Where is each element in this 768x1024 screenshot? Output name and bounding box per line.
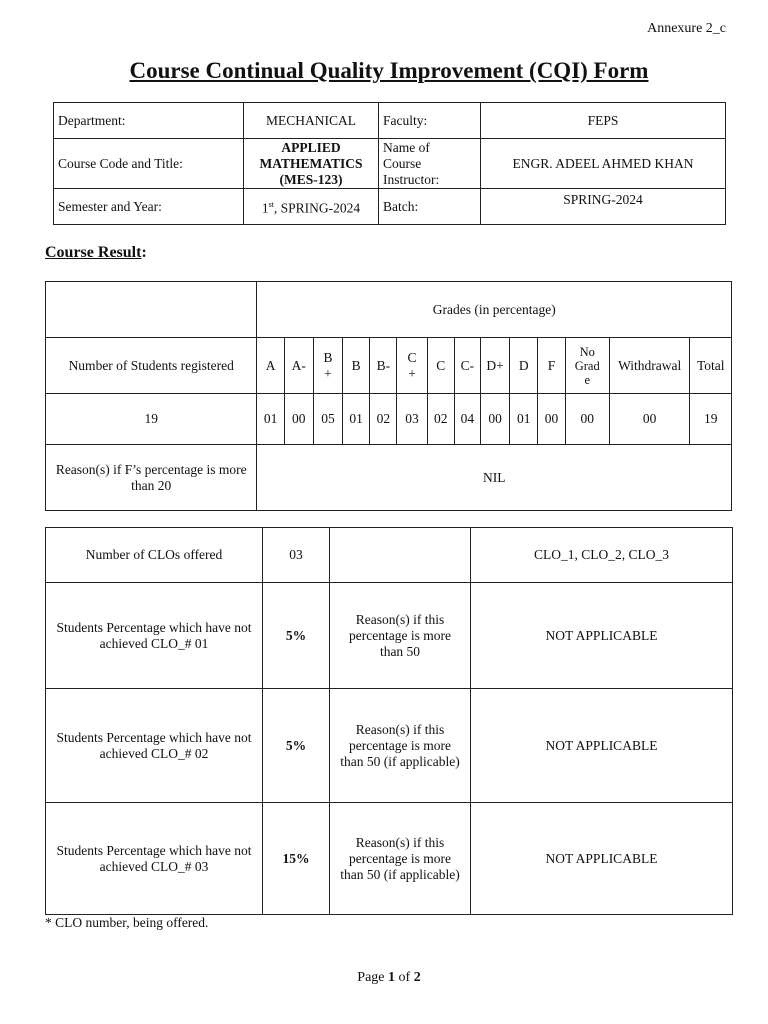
clo-offered-value: 03: [263, 528, 330, 583]
grade-value: 04: [454, 394, 480, 445]
clo-row-reason-label: Reason(s) if this percentage is more than 50: [330, 583, 471, 689]
grade-value: 01: [510, 394, 538, 445]
grade-value: 00: [284, 394, 313, 445]
clo-row-reason-label: Reason(s) if this percentage is more than 50 (if applicable): [330, 689, 471, 803]
grade-label: D: [510, 338, 538, 394]
instructor-label: [379, 139, 481, 189]
clo-row-percent: 15%: [263, 803, 330, 915]
grade-value: 00: [538, 394, 565, 445]
course-value-line: MATHEMATICS: [259, 155, 363, 171]
students-registered-value: 19: [46, 394, 257, 445]
page-word: Page: [357, 970, 385, 985]
clo-row-percent: 5%: [263, 583, 330, 689]
students-registered-label: Number of Students registered: [46, 338, 257, 394]
grade-value: 02: [370, 394, 397, 445]
clo-row-reason-label: Reason(s) if this percentage is more than 50 (if applicable): [330, 803, 471, 915]
batch-label: Batch:: [379, 189, 481, 225]
semester-label: Semester and Year:: [54, 189, 244, 225]
semester-term: , SPRING-2024: [273, 200, 361, 216]
grades-blank-cell: [46, 282, 257, 338]
clo-row-label: Students Percentage which have not achieved CLO_# 01: [46, 583, 263, 689]
page-number: 1: [388, 970, 396, 985]
clo-row-label: Students Percentage which have not achieved CLO_# 02: [46, 689, 263, 803]
semester-suffix: st: [268, 199, 274, 209]
course-result-heading: Course Result:: [45, 244, 147, 261]
course-value-line: APPLIED: [281, 139, 341, 155]
grade-value: 01: [257, 394, 284, 445]
total-value: 19: [690, 394, 732, 445]
semester-number: 1: [261, 200, 269, 216]
instructor-label-line: Instructor:: [383, 171, 440, 187]
grade-label: F: [538, 338, 565, 394]
annexure-label: Annexure 2_c: [647, 21, 726, 36]
course-value-line: (MES-123): [279, 171, 343, 187]
semester-value: [244, 189, 379, 225]
clo-table: [45, 527, 733, 915]
grade-label: C +: [397, 338, 427, 394]
withdrawal-value: 00: [609, 394, 690, 445]
grades-table: [45, 281, 732, 511]
grade-label: A: [257, 338, 284, 394]
grades-header: Grades (in percentage): [257, 282, 732, 338]
no-grade-label: No Grad e: [565, 338, 609, 394]
department-label: Department:: [54, 103, 244, 139]
course-info-table: [53, 102, 726, 225]
reason-f-label: Reason(s) if F’s percentage is more than 20: [46, 445, 257, 511]
grade-label: D+: [481, 338, 510, 394]
grade-label: B-: [370, 338, 397, 394]
grade-value: 01: [343, 394, 370, 445]
grade-value: 02: [427, 394, 454, 445]
clo-offered-list: CLO_1, CLO_2, CLO_3: [471, 528, 733, 583]
total-label: Total: [690, 338, 732, 394]
clo-row-reason-value: NOT APPLICABLE: [471, 689, 733, 803]
instructor-value: ENGR. ADEEL AHMED KHAN: [481, 139, 726, 189]
clo-row-reason-value: NOT APPLICABLE: [471, 583, 733, 689]
faculty-label: Faculty:: [379, 103, 481, 139]
no-grade-value: 00: [565, 394, 609, 445]
department-value: MECHANICAL: [244, 103, 379, 139]
clo-blank-cell: [330, 528, 471, 583]
grade-value: 03: [397, 394, 427, 445]
clo-row-reason-value: NOT APPLICABLE: [471, 803, 733, 915]
form-title: Course Continual Quality Improvement (CQI) Form: [129, 58, 649, 83]
instructor-label-line: Name of: [383, 139, 430, 155]
clo-row-percent: 5%: [263, 689, 330, 803]
instructor-label-line: Course: [383, 155, 422, 171]
batch-value: SPRING-2024: [481, 189, 726, 225]
course-label: Course Code and Title:: [54, 139, 244, 189]
of-word: of: [398, 970, 411, 985]
faculty-value: FEPS: [481, 103, 726, 139]
clo-footnote: * CLO number, being offered.: [45, 915, 209, 930]
page-total: 2: [413, 970, 421, 985]
grade-value: 05: [313, 394, 342, 445]
grade-value: 00: [481, 394, 510, 445]
grade-label: C: [427, 338, 454, 394]
page-footer: [0, 970, 768, 986]
reason-f-value: NIL: [257, 445, 732, 511]
clo-row-label: Students Percentage which have not achieved CLO_# 03: [46, 803, 263, 915]
course-value: [244, 139, 379, 189]
grade-label: A-: [284, 338, 313, 394]
grade-label: B +: [313, 338, 342, 394]
withdrawal-label: Withdrawal: [609, 338, 690, 394]
clo-offered-label: Number of CLOs offered: [46, 528, 263, 583]
grade-label: C-: [454, 338, 480, 394]
grade-label: B: [343, 338, 370, 394]
